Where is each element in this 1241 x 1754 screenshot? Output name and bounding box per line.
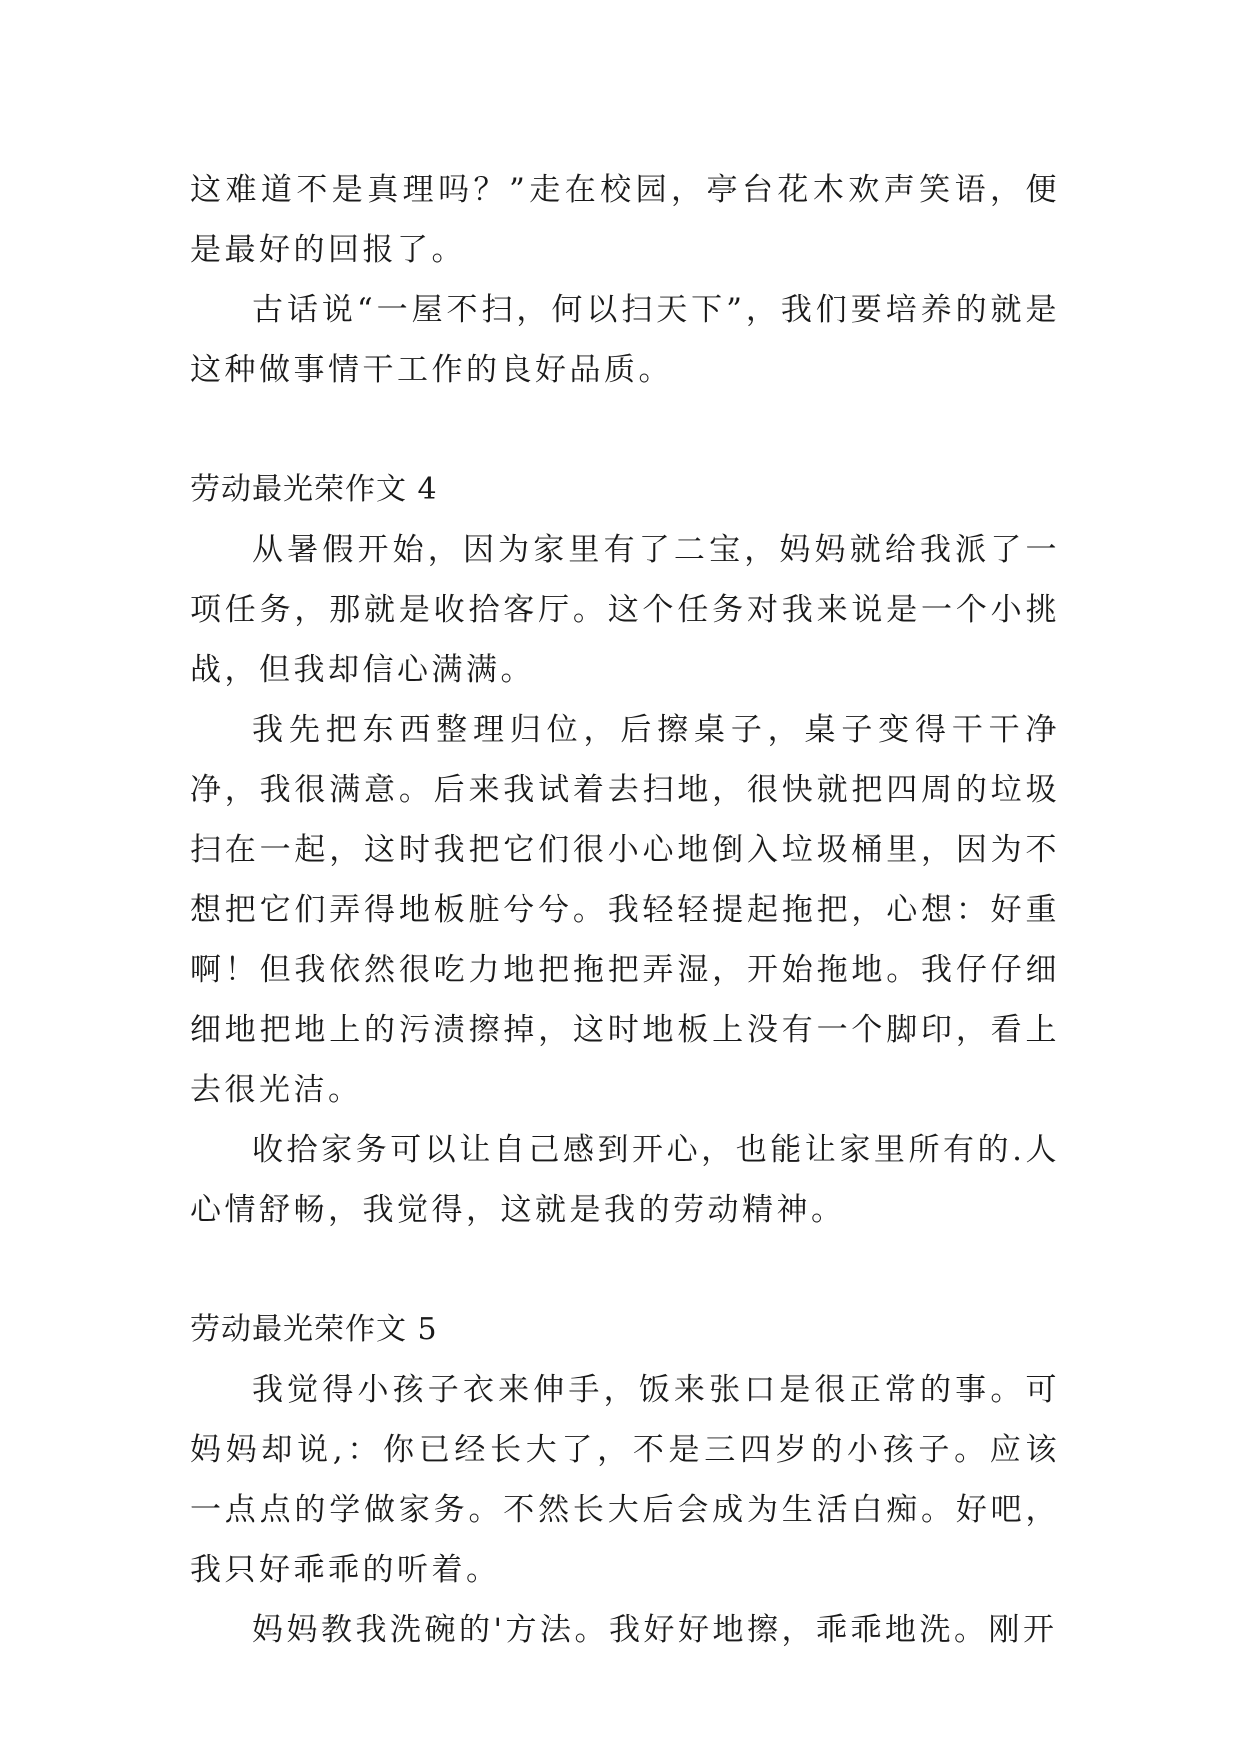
section-heading: 劳动最光荣作文 5: [190, 1312, 438, 1347]
section-gap: [190, 400, 1060, 460]
document-page: [190, 160, 1060, 1660]
section-heading: 劳动最光荣作文 4: [190, 472, 438, 507]
paragraph: 我觉得小孩子衣来伸手，饭来张口是很正常的事。可妈妈却说,：你已经长大了，不是三四岁的小孩子。应该一点点的学做家务。不然长大后会成为生活白痴。好吧，我只好乖乖的听着。: [190, 1372, 1060, 1588]
section-gap: [190, 1240, 1060, 1300]
paragraph: 妈妈教我洗碗的'方法。我好好地擦，乖乖地洗。刚开: [252, 1612, 1058, 1648]
paragraph: 我先把东西整理归位，后擦桌子，桌子变得干干净净，我很满意。后来我试着去扫地，很快就把四周的垃圾扫在一起，这时我把它们很小心地倒入垃圾桶里，因为不想把它们弄得地板脏兮兮。我轻轻提起拖把，心想：好重啊！但我依然很吃力地把拖把弄湿，开始拖地。我仔仔细细地把地上的污渍擦掉，这时地板上没有一个脚印，看上去很光洁。: [190, 712, 1060, 1108]
paragraph: 古话说“一屋不扫，何以扫天下”，我们要培养的就是这种做事情干工作的良好品质。: [190, 292, 1060, 388]
paragraph: 这难道不是真理吗？”走在校园，亭台花木欢声笑语，便是最好的回报了。: [190, 172, 1060, 268]
paragraph: 收拾家务可以让自己感到开心，也能让家里所有的.人心情舒畅，我觉得，这就是我的劳动精神。: [190, 1132, 1060, 1228]
paragraph: 从暑假开始，因为家里有了二宝，妈妈就给我派了一项任务，那就是收拾客厅。这个任务对我来说是一个小挑战，但我却信心满满。: [190, 532, 1060, 688]
